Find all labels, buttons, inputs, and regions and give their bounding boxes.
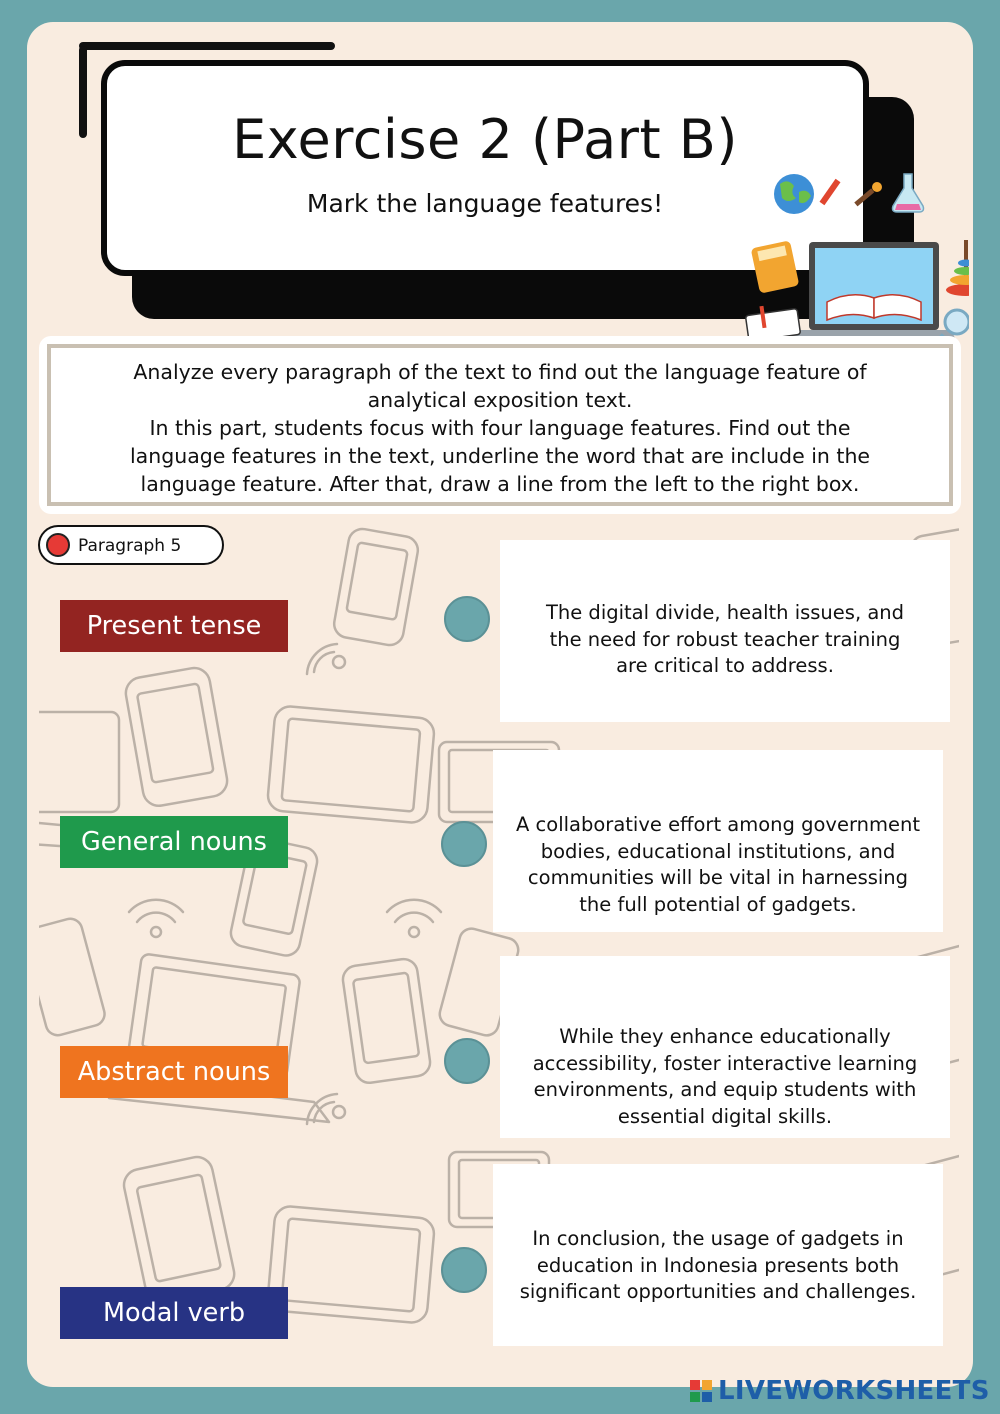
tablet-doodle-1 <box>267 705 436 824</box>
page-subtitle: Mark the language features! <box>306 189 664 218</box>
open-book-icon <box>827 295 921 320</box>
phone-doodle-6 <box>39 916 107 1038</box>
answer-line: the need for robust teacher training <box>549 627 901 651</box>
phone-doodle-2 <box>123 666 229 809</box>
globe-icon <box>774 174 814 214</box>
laptop-book-illustration <box>717 172 969 347</box>
answer-box-3[interactable] <box>500 956 950 1138</box>
laptop-icon <box>791 242 957 342</box>
paintbrush-icon <box>854 182 882 206</box>
answer-line: A collaborative effort among government <box>516 813 920 836</box>
title-accent-bar <box>79 42 335 50</box>
pencil-icon <box>820 179 841 205</box>
label-abstract-nouns[interactable]: Abstract nouns <box>60 1046 288 1098</box>
label-general-nouns[interactable]: General nouns <box>60 816 288 868</box>
wifi-doodle-2 <box>129 900 183 937</box>
flask-icon <box>893 174 924 212</box>
phone-doodle-5 <box>121 1154 237 1305</box>
liveworksheets-logo <box>690 1373 990 1409</box>
instructions-line: analytical exposition text. <box>367 388 633 412</box>
paragraph-tag <box>38 525 224 565</box>
instructions-text <box>47 344 953 506</box>
instructions-box <box>39 336 961 514</box>
wifi-doodle-3 <box>387 900 441 937</box>
connector-dot-3[interactable] <box>444 1038 490 1084</box>
answer-line: the full potential of gadgets. <box>579 892 857 916</box>
answer-box-1[interactable] <box>500 540 950 722</box>
brand-blocks-icon <box>690 1380 712 1402</box>
instructions-line: In this part, students focus with four language features. Find out the <box>149 416 851 440</box>
connector-dot-1[interactable] <box>444 596 490 642</box>
answer-line: education in Indonesia presents both <box>536 1253 900 1277</box>
answer-line: While they enhance educationally <box>559 1025 891 1048</box>
label-modal-verb[interactable]: Modal verb <box>60 1287 288 1339</box>
answer-line: The digital divide, health issues, and <box>545 601 905 624</box>
answer-line: accessibility, foster interactive learning <box>532 1051 918 1075</box>
phone-doodle-1 <box>332 527 420 647</box>
answer-line: are critical to address. <box>616 654 834 677</box>
calculator-icon <box>751 240 800 293</box>
answer-line: environments, and equip students with <box>533 1078 917 1101</box>
wifi-doodle-1 <box>307 644 345 674</box>
answer-line: significant opportunities and challenges. <box>519 1280 917 1303</box>
stacking-rings-icon <box>946 240 969 296</box>
phone-doodle-4 <box>341 957 432 1084</box>
brand-name: LIVEWORKSHEETS <box>718 1376 990 1406</box>
connector-dot-2[interactable] <box>441 821 487 867</box>
page-title: Exercise 2 (Part B) <box>232 108 738 171</box>
instructions-line: language features in the text, underline the word that are include in the <box>129 444 871 468</box>
connector-dot-4[interactable] <box>441 1247 487 1293</box>
instructions-line: language feature. After that, draw a line from the left to the right box. <box>140 472 860 496</box>
answer-line: essential digital skills. <box>617 1104 833 1128</box>
red-dot-icon <box>46 533 70 557</box>
title-accent-corner <box>79 46 87 138</box>
worksheet-sheet <box>27 22 973 1387</box>
instructions-line: Analyze every paragraph of the text to find out the language feature of <box>133 360 867 384</box>
answer-line: bodies, educational institutions, and <box>540 839 896 863</box>
paragraph-label: Paragraph 5 <box>78 536 182 556</box>
answer-box-2[interactable] <box>493 750 943 932</box>
tablet-doodle-2 <box>267 1205 436 1324</box>
answer-line: communities will be vital in harnessing <box>527 866 909 889</box>
answer-line: In conclusion, the usage of gadgets in <box>532 1227 904 1250</box>
label-present-tense[interactable]: Present tense <box>60 600 288 652</box>
answer-box-4[interactable] <box>493 1164 943 1346</box>
